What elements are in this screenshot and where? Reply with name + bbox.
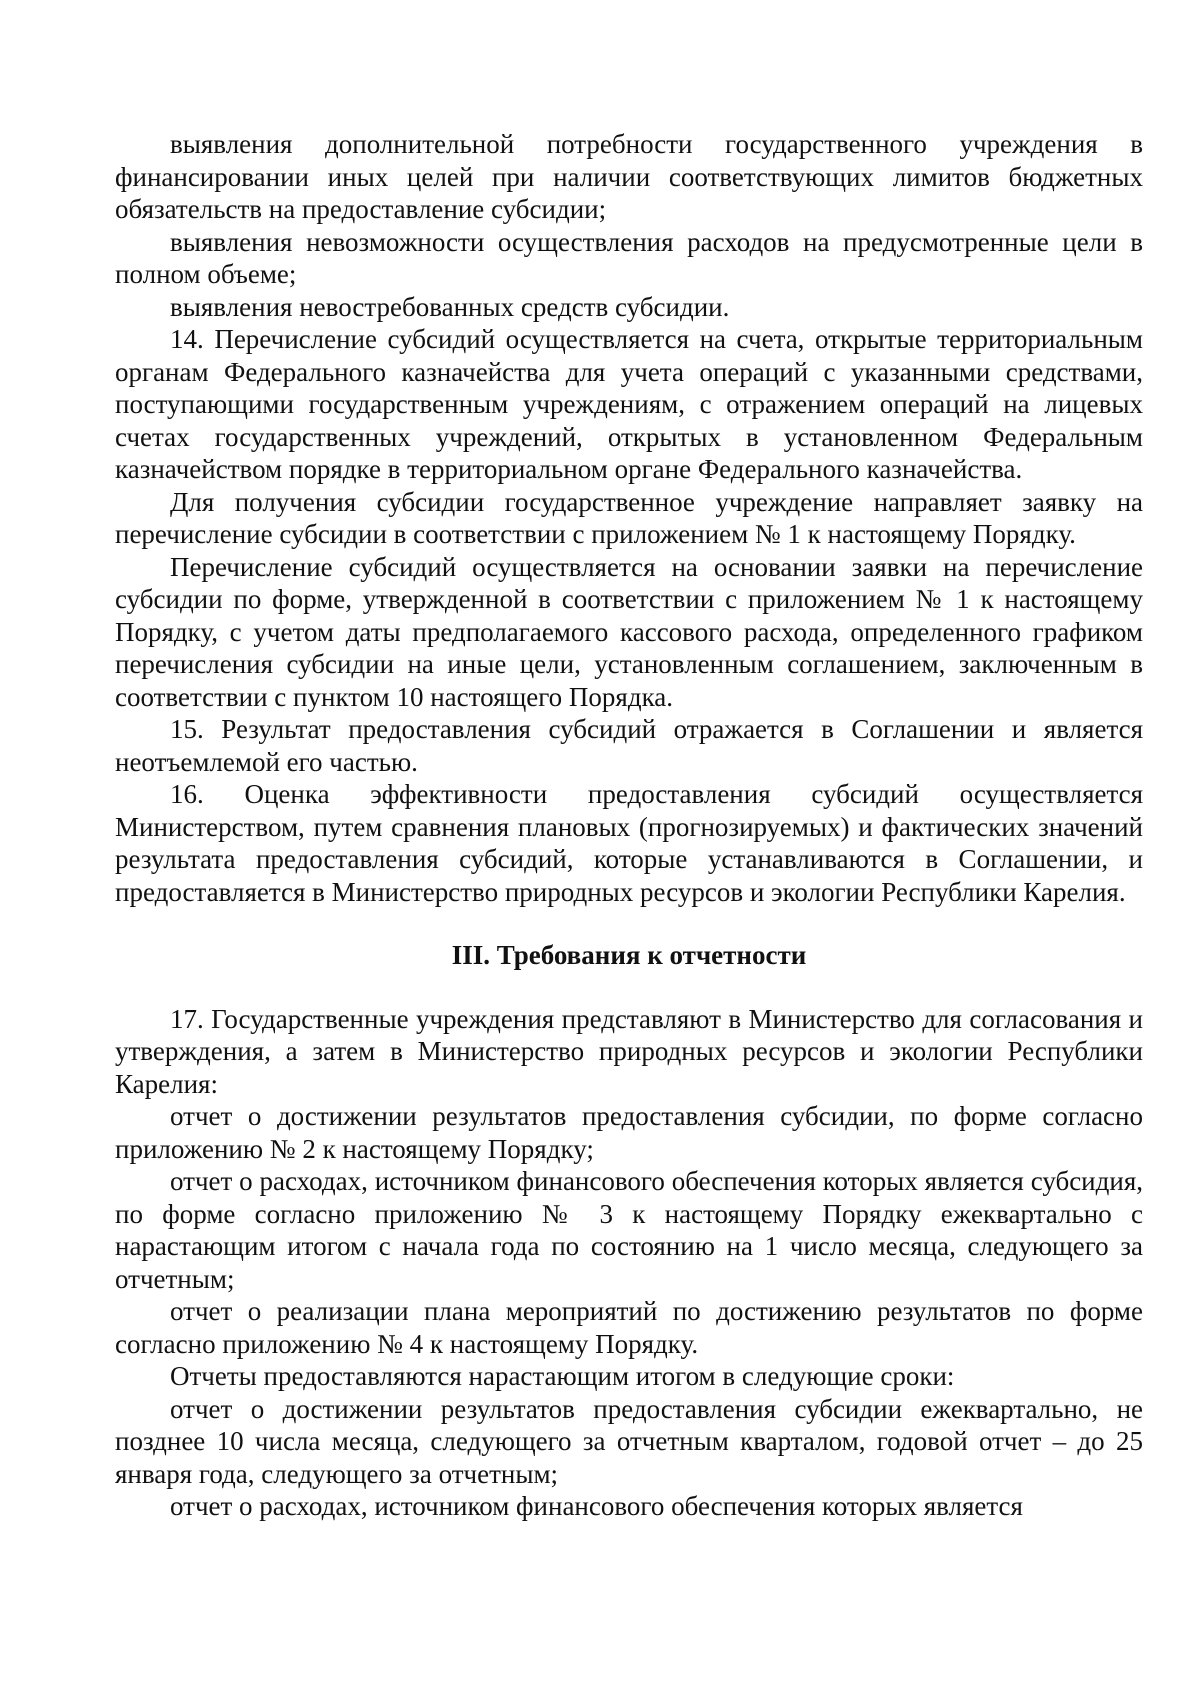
paragraph-report-results: отчет о достижении результатов предоставления субсидии, по форме согласно приложению № 2 к настоящему Порядку;: [115, 1101, 1143, 1164]
paragraph-deadline-expenses: отчет о расходах, источником финансового обеспечения которых является: [170, 1491, 1023, 1521]
paragraph-17-reports: 17. Государственные учреждения представляют в Министерство для согласования и утверждения, а затем в Министерство природных ресурсов и экологии Республики Карелия:: [115, 1003, 1143, 1099]
paragraph-deadline-results: отчет о достижении результатов предоставления субсидии ежеквартально, не позднее 10 числа месяца, следующего за отчетным кварталом, годовой отчет – до 25 января года, следующего за отчетным;: [115, 1393, 1143, 1489]
paragraph-report-deadlines: Отчеты предоставляются нарастающим итогом в следующие сроки:: [170, 1361, 955, 1391]
paragraph-14-transfer: 14. Перечисление субсидий осуществляется на счета, открытые территориальным органам Федерального казначейства для учета операций с указанными средствами, поступающими государственным учреждениям, с отражением операций на лицевых счетах государственных учреждений, открытых в установленном Федеральным казначейством порядке в территориальном органе Федерального казначейства.: [115, 324, 1143, 484]
paragraph-transfer-basis: Перечисление субсидий осуществляется на основании заявки на перечисление субсидии по форме, утвержденной в соответствии с приложением № 1 к настоящему Порядку, с учетом даты предполагаемого кассового расхода, определенного графиком перечисления субсидии на иные цели, установленным соглашением, заключенным в соответствии с пунктом 10 настоящего Порядка.: [115, 551, 1143, 712]
paragraph-unclaimed-funds: выявления невостребованных средств субсидии.: [170, 291, 730, 322]
paragraph-application: Для получения субсидии государственное учреждение направляет заявку на перечисление субсидии в соответствии с приложением № 1 к настоящему Порядку.: [115, 486, 1143, 549]
document-body: [115, 128, 1143, 1523]
section-heading-reporting: III. Требования к отчетности: [451, 940, 807, 970]
paragraph-impossibility: выявления невозможности осуществления расходов на предусмотренные цели в полном объеме;: [115, 226, 1143, 289]
paragraph-report-plan: отчет о реализации плана мероприятий по достижению результатов по форме согласно приложению № 4 к настоящему Порядку.: [115, 1296, 1143, 1359]
paragraph-16-evaluation: 16. Оценка эффективности предоставления субсидий осуществляется Министерством, путем сравнения плановых (прогнозируемых) и фактических значений результата предоставления субсидий, которые устанавливаются в Соглашении, и предоставляется в Министерство природных ресурсов и экологии Республики Карелия.: [115, 779, 1143, 907]
paragraph-additional-need: выявления дополнительной потребности государственного учреждения в финансировании иных целей при наличии соответствующих лимитов бюджетных обязательств на предоставление субсидии;: [115, 129, 1143, 224]
paragraph-15-result: 15. Результат предоставления субсидий отражается в Соглашении и является неотъемлемой его частью.: [115, 714, 1143, 777]
paragraph-report-expenses: отчет о расходах, источником финансового обеспечения которых является субсидия, по форме согласно приложению № 3 к настоящему Порядку ежеквартально с нарастающим итогом с начала года по состоянию на 1 число месяца, следующего за отчетным;: [115, 1166, 1143, 1294]
